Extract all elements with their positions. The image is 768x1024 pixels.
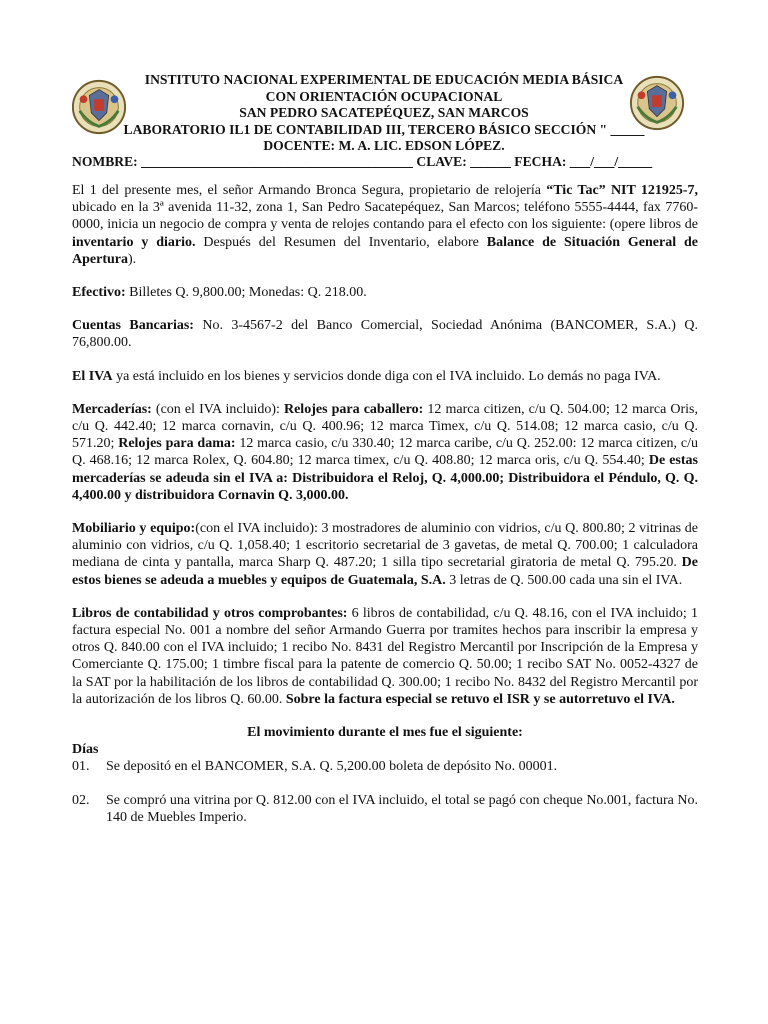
document-header	[60, 72, 708, 155]
entry-text: Se compró una vitrina por Q. 812.00 con el IVA incluido, el total se pagó con cheque No.001, factura No. 140 de Muebles Imperio.	[106, 792, 698, 825]
mercaderias-paragraph: Mercaderías: (con el IVA incluido): Relojes para caballero: 12 marca citizen, c/u Q. 504.00; 12 marca Oris, c/u Q. 442.40; 12 marca cornavin, c/u Q. 400.96; 12 marca Timex, c/u Q. 514.08; 12 marca casio, c/u Q. 571.20; Relojes para dama: 12 marca casio, c/u 330.40; 12 marca caribe, c/u Q. 252.00: 12 marca citizen, c/u Q. 468.16; 12 marca Rolex, Q. 604.80; 12 marca timex, c/u Q. 408.80; 12 marca oris, c/u Q. 554.40; De estas mercaderías se adeuda sin el IVA a: Distribuidora el Reloj, Q. 4,000.00; Distribuidora el Péndulo, Q. Q. 4,400.00 y distribuidora Cornavin Q. 3,000.00.	[72, 401, 698, 503]
entry-day: 02.	[72, 792, 90, 808]
student-fields-line: NOMBRE: ________________________________________ CLAVE: ______ FECHA: ___/___/_____	[72, 154, 653, 169]
header-institution: INSTITUTO NACIONAL EXPERIMENTAL DE EDUCACIÓN MEDIA BÁSICA	[144, 72, 624, 87]
libros-paragraph: Libros de contabilidad y otros comprobantes: 6 libros de contabilidad, c/u Q. 48.16, con el IVA incluido; 1 factura especial No. 001 a nombre del señor Armando Guerra por tramites hechos para inscribir la empresa y otros Q. 840.00 con el IVA incluido; 1 recibo No. 8431 del Registro Mercantil por Inscripción de la Empresa y Comerciante Q. 175.00; 1 timbre fiscal para la patente de comercio Q. 50.00; 1 recibo SAT No. 0052-4327 de la SAT por la habilitación de los libros de contabilidad Q. 300.00; 1 recibo No. 8432 del Registro Mercantil por la autorización de los libros Q. 60.00. Sobre la factura especial se retuvo el ISR y se autorretuvo el IVA.	[72, 605, 698, 707]
header-lab-title: LABORATORIO IL1 DE CONTABILIDAD III, TERCERO BÁSICO SECCIÓN " _____	[123, 121, 645, 137]
iva-paragraph: El IVA ya está incluido en los bienes y servicios donde diga con el IVA incluido. Lo demás no paga IVA.	[72, 368, 661, 384]
document-body	[72, 182, 698, 842]
dias-label: Días	[72, 742, 99, 758]
mobiliario-paragraph: Mobiliario y equipo:(con el IVA incluido): 3 mostradores de aluminio con vidrios, c/u Q. 800.80; 2 vitrinas de aluminio con vidrios, c/u Q. 1,058.40; 1 escritorio secretarial de 3 gavetas, de metal Q. 700.00; 1 calculadora mediana de cinta y pantalla, marca Sharp Q. 487.20; 1 silla tipo secretarial giratoria de metal Q. 795.20. De estos bienes se adeuda a muebles y equipos de Guatemala, S.A. 3 letras de Q. 500.00 cada una sin el IVA.	[72, 521, 698, 588]
list-item	[72, 758, 698, 775]
header-teacher: DOCENTE: M. A. LIC. EDSON LÓPEZ.	[263, 138, 505, 153]
efectivo-paragraph: Efectivo: Billetes Q. 9,800.00; Monedas: Q. 218.00.	[72, 285, 367, 301]
list-item	[72, 792, 698, 826]
entry-day: 01.	[72, 759, 90, 775]
header-orientation: CON ORIENTACIÓN OCUPACIONAL	[265, 88, 503, 104]
movimiento-title: El movimiento durante el mes fue el siguiente:	[247, 725, 523, 741]
header-location: SAN PEDRO SACATEPÉQUEZ, SAN MARCOS	[239, 105, 529, 120]
cuentas-paragraph: Cuentas Bancarias: No. 3-4567-2 del Banco Comercial, Sociedad Anónima (BANCOMER, S.A.) Q. 76,800.00.	[72, 318, 698, 351]
entry-text: Se depositó en el BANCOMER, S.A. Q. 5,200.00 boleta de depósito No. 00001.	[106, 759, 558, 775]
intro-paragraph: El 1 del presente mes, el señor Armando Bronca Segura, propietario de relojería “Tic Tac” NIT 121925-7, ubicado en la 3ª avenida 11-32, zona 1, San Pedro Sacatepéquez, San Marcos; teléfono 5555-4444, fax 7760-0000, inicia un negocio de compra y venta de relojes contando para el efecto con los siguiente: (opere libros de inventario y diario. Después del Resumen del Inventario, elabore Balance de Situación General de Apertura).	[72, 183, 699, 267]
